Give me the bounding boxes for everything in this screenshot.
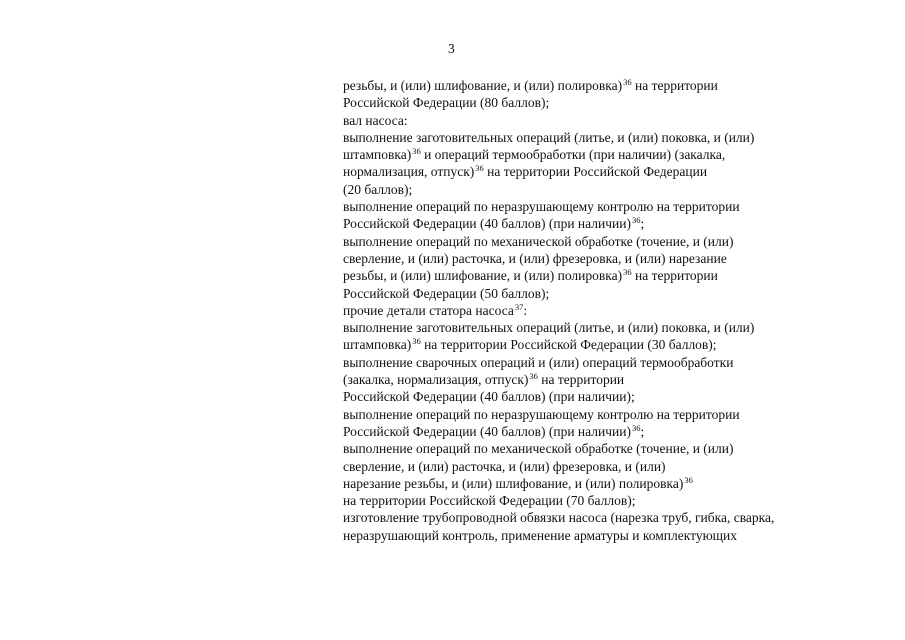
text-line [343, 406, 863, 423]
footnote-ref: 36 [623, 267, 632, 278]
text-line [343, 250, 863, 267]
line-text: Российской Федерации (80 баллов); [343, 95, 550, 111]
line-text: штамповка) [343, 147, 412, 163]
text-line [343, 371, 863, 388]
line-text: выполнение операций по неразрушающему контролю на территории [343, 199, 740, 215]
text-line [343, 492, 863, 509]
line-text: выполнение операций по механической обработке (точение, и (или) [343, 233, 734, 249]
line-text: выполнение операций по неразрушающему контролю на территории [343, 406, 740, 422]
line-text: сверление, и (или) расточка, и (или) фрезеровка, и (или) нарезание [343, 250, 727, 266]
text-line [343, 423, 863, 440]
footnote-ref: 37 [514, 301, 524, 312]
line-text: Российской Федерации (40 баллов) (при наличии); [343, 389, 635, 405]
text-line [343, 181, 863, 198]
line-text: вал насоса: [343, 112, 408, 128]
footnote-ref: 36 [631, 422, 641, 433]
line-text: прочие детали статора насоса [343, 302, 514, 318]
footnote-ref: 36 [529, 371, 538, 382]
text-line [343, 302, 863, 319]
text-line [343, 146, 863, 163]
line-text: нормализация, отпуск) [343, 164, 475, 180]
line-tail: на территории [631, 268, 718, 284]
line-text: на территории Российской Федерации (70 баллов); [343, 493, 636, 509]
line-tail: на территории [537, 372, 625, 388]
line-text: резьбы, и (или) шлифование, и (или) полировка) [343, 78, 623, 93]
footnote-ref: 36 [475, 163, 484, 174]
text-line [343, 94, 863, 111]
line-tail: и операций термообработки (при наличии) (закалка, [420, 147, 726, 163]
footnote-ref: 36 [623, 77, 632, 87]
text-line [343, 475, 863, 492]
text-line [343, 233, 863, 250]
text-line [343, 285, 863, 302]
line-text: (20 баллов); [343, 181, 413, 197]
footnote-ref: 36 [631, 215, 641, 226]
text-line [343, 129, 863, 146]
text-line [343, 440, 863, 457]
line-text: выполнение операций по механической обработке (точение, и (или) [343, 441, 734, 457]
line-text: Российской Федерации (40 баллов) (при наличии) [343, 423, 631, 439]
footnote-ref: 36 [412, 336, 421, 347]
line-text: неразрушающий контроль, применение арматуры и комплектующих [343, 527, 738, 543]
line-tail: ; [640, 423, 645, 439]
line-tail: ; [640, 216, 645, 232]
line-text: выполнение сварочных операций и (или) операций термообработки [343, 354, 734, 370]
line-text: выполнение заготовительных операций (литье, и (или) поковка, и (или) [343, 320, 755, 336]
line-tail: на территории [631, 78, 718, 93]
footnote-ref: 36 [412, 146, 421, 157]
line-text: резьбы, и (или) шлифование, и (или) полировка) [343, 268, 623, 284]
line-text: (закалка, нормализация, отпуск) [343, 372, 529, 388]
text-line [343, 198, 863, 215]
footnote-ref: 36 [684, 474, 693, 485]
line-text: Российской Федерации (50 баллов); [343, 285, 550, 301]
document-body [343, 77, 863, 544]
text-line [343, 215, 863, 232]
page-number: 3 [448, 41, 455, 56]
text-line [343, 77, 863, 94]
line-text: изготовление трубопроводной обвязки насоса (нарезка труб, гибка, сварка, [343, 510, 775, 526]
line-tail: : [523, 302, 528, 318]
text-line [343, 319, 863, 336]
text-line [343, 163, 863, 180]
text-line [343, 458, 863, 475]
line-text: штамповка) [343, 337, 412, 353]
text-line [343, 354, 863, 371]
text-line [343, 509, 863, 526]
text-line [343, 527, 863, 544]
line-text: сверление, и (или) расточка, и (или) фрезеровка, и (или) [343, 458, 666, 474]
line-text: Российской Федерации (40 баллов) (при наличии) [343, 216, 631, 232]
text-line [343, 388, 863, 405]
line-text: нарезание резьбы, и (или) шлифование, и (или) полировка) [343, 475, 684, 491]
line-tail: на территории Российской Федерации [483, 164, 708, 180]
text-line [343, 112, 863, 129]
line-tail: на территории Российской Федерации (30 баллов); [420, 337, 717, 353]
line-text: выполнение заготовительных операций (литье, и (или) поковка, и (или) [343, 129, 755, 145]
text-line [343, 336, 863, 353]
text-line [343, 267, 863, 284]
